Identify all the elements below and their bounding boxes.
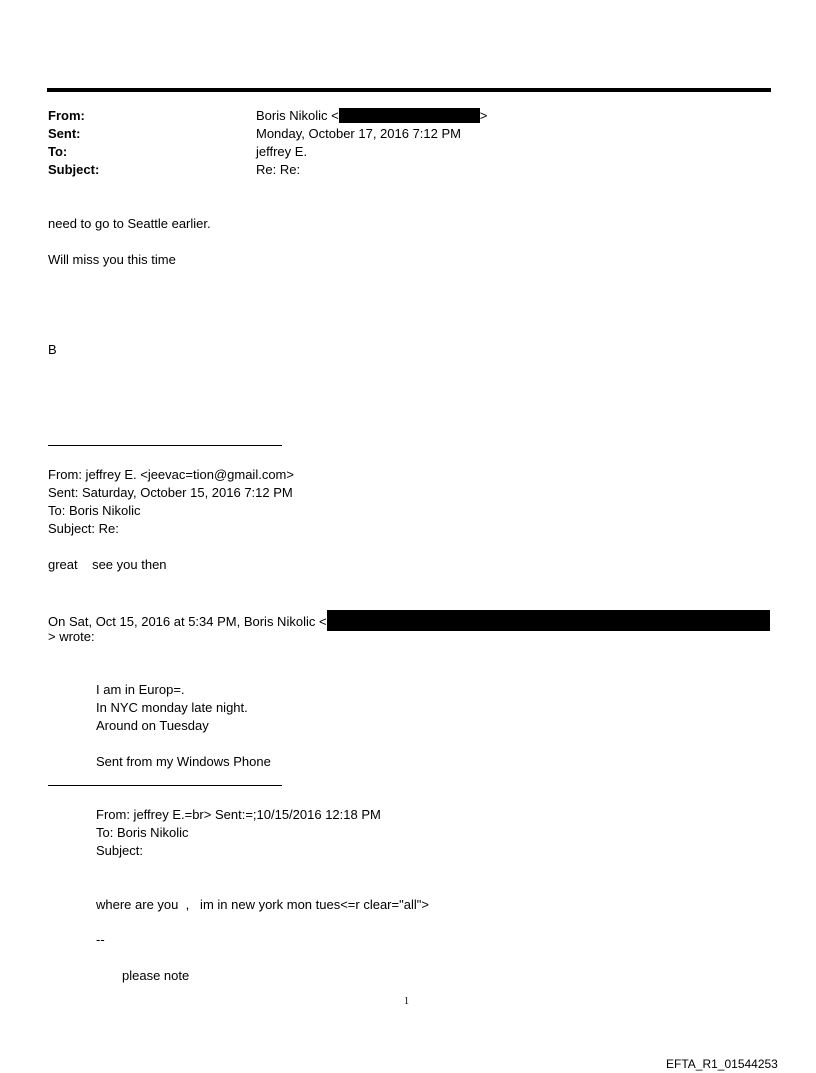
- quoted3-to: To: Boris Nikolic: [96, 825, 189, 840]
- quoted3-note: please note: [122, 968, 190, 983]
- from-value: [256, 107, 487, 125]
- quoted3-from-sent: From: jeffrey E.=br> Sent:=;10/15/2016 12:18 PM: [96, 807, 381, 822]
- quoted3-dashes: --: [96, 932, 105, 947]
- to-label: To:: [48, 144, 68, 159]
- to-value: jeffrey E.: [256, 144, 308, 159]
- quoted1-subject: Subject: Re:: [48, 521, 119, 536]
- quoted3-subject: Subject:: [96, 843, 143, 858]
- quoted1-sent: Sent: Saturday, October 15, 2016 7:12 PM: [48, 485, 293, 500]
- from-value-end: >: [479, 108, 488, 123]
- separator-rule: [48, 785, 282, 786]
- bates-number: EFTA_R1_01544253: [666, 1057, 778, 1071]
- separator-rule: [48, 445, 282, 446]
- from-name: Boris Nikolic <: [256, 108, 339, 123]
- quoted2-intro-end: > wrote:: [48, 629, 95, 644]
- header-rule: [47, 88, 771, 92]
- quoted2-signature: Sent from my Windows Phone: [96, 754, 271, 769]
- sent-label: Sent:: [48, 126, 81, 141]
- body-line-1: need to go to Seattle earlier.: [48, 216, 211, 231]
- quoted1-from: From: jeffrey E. <jeevac=tion@gmail.com>: [48, 467, 294, 482]
- page-number: 1: [404, 996, 409, 1007]
- quoted1-to: To: Boris Nikolic: [48, 503, 141, 518]
- subject-value: Re: Re:: [256, 162, 301, 177]
- quoted1-body: great see you then: [48, 557, 167, 572]
- quoted3-body: where are you , im in new york mon tues<=r clear="all">: [96, 897, 429, 912]
- sent-value: Monday, October 17, 2016 7:12 PM: [256, 126, 461, 141]
- redaction-box: [327, 610, 770, 631]
- redaction-box: [339, 108, 480, 123]
- quoted2-line-2: In NYC monday late night.: [96, 700, 248, 715]
- quoted2-line-1: I am in Europ=.: [96, 682, 185, 697]
- quoted2-line-3: Around on Tuesday: [96, 718, 209, 733]
- body-line-2: Will miss you this time: [48, 252, 176, 267]
- quoted2-intro: [48, 610, 770, 631]
- quoted2-intro-text: On Sat, Oct 15, 2016 at 5:34 PM, Boris Nikolic <: [48, 614, 327, 629]
- subject-label: Subject:: [48, 162, 100, 177]
- from-label: From:: [48, 108, 85, 123]
- body-signoff: B: [48, 342, 57, 357]
